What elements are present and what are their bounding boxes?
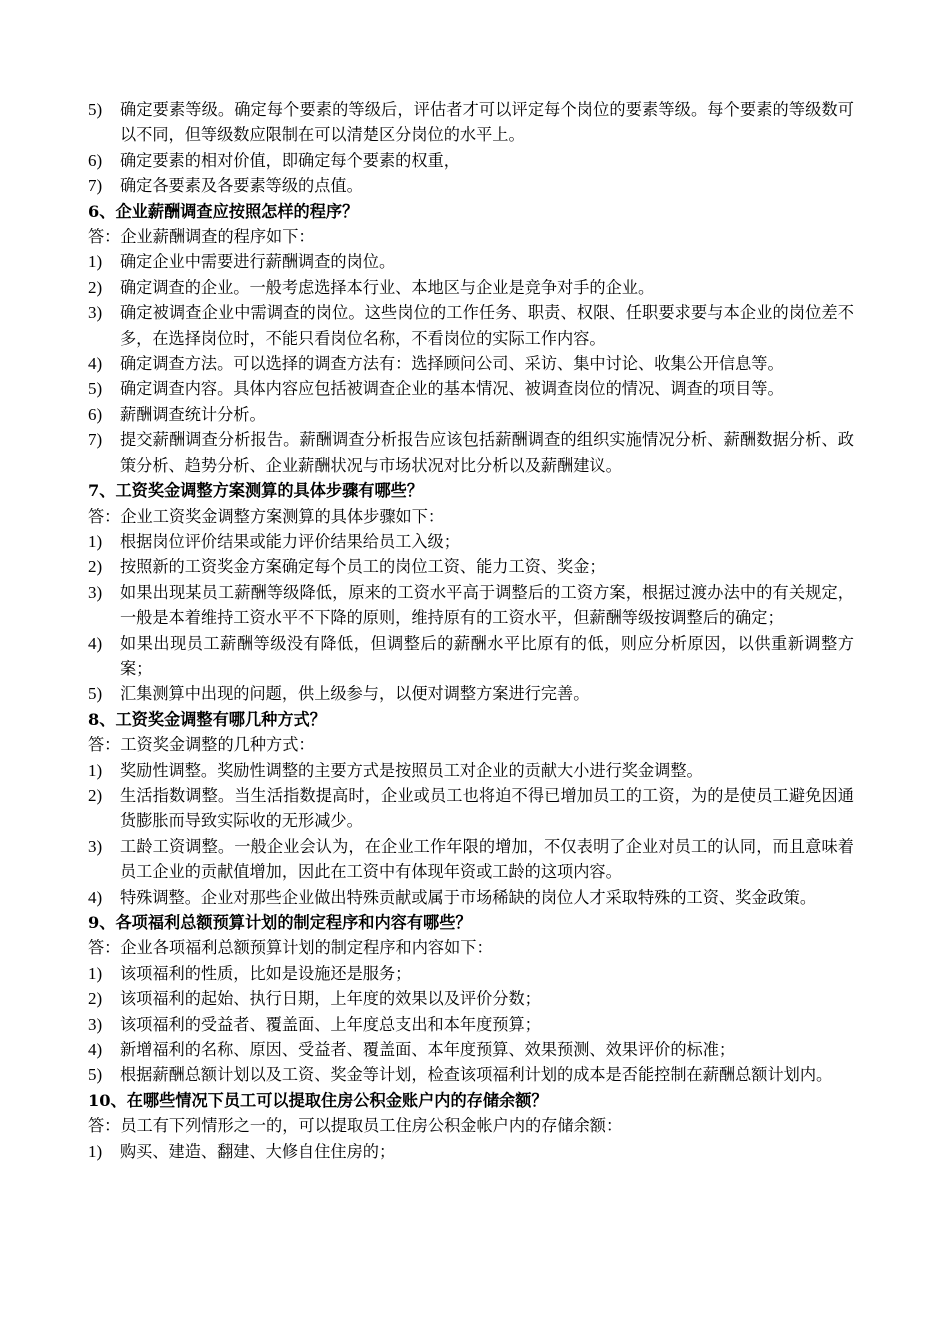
list-item-text: 根据岗位评价结果或能力评价结果给员工入级； xyxy=(120,531,460,551)
answer-intro: 答：企业各项福利总额预算计划的制定程序和内容如下： xyxy=(88,938,493,958)
list-item xyxy=(88,554,854,579)
list-item-number: 3) xyxy=(88,836,103,856)
list-item-text: 确定各要素及各要素等级的点值。 xyxy=(120,176,363,196)
question-heading: 8、工资奖金调整有哪几种方式？ xyxy=(88,709,326,729)
question-heading: 9、各项福利总额预算计划的制定程序和内容有哪些？ xyxy=(88,913,472,932)
list-item-text: 汇集测算中出现的问题，供上级参与，以便对调整方案进行完善。 xyxy=(120,684,590,704)
list-item xyxy=(88,758,854,783)
list-item-number: 3) xyxy=(88,1014,103,1034)
list-item-text: 如果出现员工薪酬等级没有降低，但调整后的薪酬水平比原有的低，则应分析原因，以供重新调整方案； xyxy=(120,633,854,678)
answer-intro: 答：企业薪酬调查的程序如下： xyxy=(88,227,315,247)
list-item-number: 6) xyxy=(88,150,103,170)
list-item-text: 生活指数调整。当生活指数提高时，企业或员工也将迫不得已增加员工的工资，为的是使员工避免因通货膨胀而导致实际收的无形减少。 xyxy=(120,785,854,831)
list-item xyxy=(88,1062,854,1087)
list-item-text: 该项福利的性质，比如是设施还是服务； xyxy=(120,963,412,983)
list-item-number: 5) xyxy=(88,379,103,399)
list-item-number: 4) xyxy=(88,633,103,653)
list-item xyxy=(88,275,854,300)
answer-intro: 答：员工有下列情形之一的，可以提取员工住房公积金帐户内的存储余额： xyxy=(88,1116,623,1136)
list-item-text: 该项福利的起始、执行日期，上年度的效果以及评价分数； xyxy=(120,989,541,1009)
list-item-text: 该项福利的受益者、覆盖面、上年度总支出和本年度预算； xyxy=(120,1014,541,1034)
list-item-number: 5) xyxy=(88,684,103,704)
list-item-text: 提交薪酬调查分析报告。薪酬调查分析报告应该包括薪酬调查的组织实施情况分析、薪酬数据分析、政策分析、趋势分析、企业薪酬状况与市场状况对比分析以及薪酬建议。 xyxy=(120,430,854,475)
list-item-number: 4) xyxy=(88,1040,103,1060)
list-item xyxy=(88,631,854,682)
list-item-number: 1) xyxy=(88,531,103,551)
list-item xyxy=(88,580,854,631)
question-heading: 7、工资奖金调整方案测算的具体步骤有哪些？ xyxy=(88,481,424,501)
list-item-number: 2) xyxy=(88,557,103,577)
list-item-number: 7) xyxy=(88,430,103,450)
list-item xyxy=(88,148,854,173)
list-item-number: 1) xyxy=(88,252,103,272)
list-item xyxy=(88,529,854,554)
list-item xyxy=(88,351,854,376)
list-item-number: 3) xyxy=(88,582,103,602)
list-item-number: 6) xyxy=(88,404,103,424)
list-item-number: 4) xyxy=(88,354,103,374)
list-item-text: 购买、建造、翻建、大修自住住房的； xyxy=(120,1141,396,1161)
list-item xyxy=(88,427,854,478)
list-item xyxy=(88,249,854,274)
list-item xyxy=(88,97,854,148)
list-item xyxy=(88,173,854,198)
question-heading: 10、在哪些情况下员工可以提取住房公积金账户内的存储余额？ xyxy=(88,1090,548,1110)
list-item xyxy=(88,681,854,706)
list-item xyxy=(88,376,854,401)
list-item-text: 按照新的工资奖金方案确定每个员工的岗位工资、能力工资、奖金； xyxy=(120,557,606,577)
answer-intro: 答：企业工资奖金调整方案测算的具体步骤如下： xyxy=(88,506,445,526)
list-item-number: 2) xyxy=(88,785,103,805)
list-item-number: 1) xyxy=(88,963,103,983)
list-item xyxy=(88,885,854,910)
list-item xyxy=(88,1012,854,1037)
list-item-text: 薪酬调查统计分析。 xyxy=(120,404,266,424)
list-item-text: 工龄工资调整。一般企业会认为，在企业工作年限的增加，不仅表明了企业对员工的认同，而且意味着员工企业的贡献值增加，因此在工资中有体现年资或工龄的这项内容。 xyxy=(120,836,854,882)
list-item-number: 1) xyxy=(88,760,103,780)
list-item-text: 确定调查内容。具体内容应包括被调查企业的基本情况、被调查岗位的情况、调查的项目等。 xyxy=(120,379,784,399)
list-item xyxy=(88,783,854,834)
list-item-number: 7) xyxy=(88,176,103,196)
list-item xyxy=(88,986,854,1011)
list-item-text: 确定被调查企业中需调查的岗位。这些岗位的工作任务、职责、权限、任职要求要与本企业的岗位差不多，在选择岗位时，不能只看岗位名称，不看岗位的实际工作内容。 xyxy=(120,303,854,348)
list-item-text: 确定要素的相对价值，即确定每个要素的权重， xyxy=(120,150,460,170)
list-item-number: 4) xyxy=(88,887,103,907)
list-item-number: 5) xyxy=(88,1065,103,1085)
list-item-number: 5) xyxy=(88,100,103,119)
list-item-number: 3) xyxy=(88,303,103,323)
list-item-text: 如果出现某员工薪酬等级降低，原来的工资水平高于调整后的工资方案，根据过渡办法中的有关规定，一般是本着维持工资水平不下降的原则，维持原有的工资水平，但薪酬等级按调整后的确定； xyxy=(120,582,854,628)
list-item xyxy=(88,1037,854,1062)
list-item xyxy=(88,402,854,427)
list-item-text: 确定调查方法。可以选择的调查方法有：选择顾问公司、采访、集中讨论、收集公开信息等。 xyxy=(120,354,784,374)
list-item-text: 新增福利的名称、原因、受益者、覆盖面、本年度预算、效果预测、效果评价的标准； xyxy=(120,1040,736,1060)
list-item-number: 2) xyxy=(88,989,103,1009)
list-item-text: 特殊调整。企业对那些企业做出特殊贡献或属于市场稀缺的岗位人才采取特殊的工资、奖金政策。 xyxy=(120,887,817,907)
list-item xyxy=(88,834,854,885)
list-item xyxy=(88,1139,854,1164)
list-item-text: 确定企业中需要进行薪酬调查的岗位。 xyxy=(120,252,396,272)
question-heading: 6、企业薪酬调查应按照怎样的程序？ xyxy=(88,201,359,221)
list-item-text: 奖励性调整。奖励性调整的主要方式是按照员工对企业的贡献大小进行奖金调整。 xyxy=(120,760,703,780)
list-item xyxy=(88,300,854,351)
list-item-text: 确定调查的企业。一般考虑选择本行业、本地区与企业是竞争对手的企业。 xyxy=(120,277,655,297)
list-item-number: 1) xyxy=(88,1141,103,1161)
answer-intro: 答：工资奖金调整的几种方式： xyxy=(88,735,315,755)
list-item-number: 2) xyxy=(88,277,103,297)
list-item-text: 确定要素等级。确定每个要素的等级后，评估者才可以评定每个岗位的要素等级。每个要素的等级数可以不同，但等级数应限制在可以清楚区分岗位的水平上。 xyxy=(120,100,854,145)
list-item xyxy=(88,961,854,986)
list-item-text: 根据薪酬总额计划以及工资、奖金等计划，检查该项福利计划的成本是否能控制在薪酬总额计划内。 xyxy=(120,1065,833,1085)
